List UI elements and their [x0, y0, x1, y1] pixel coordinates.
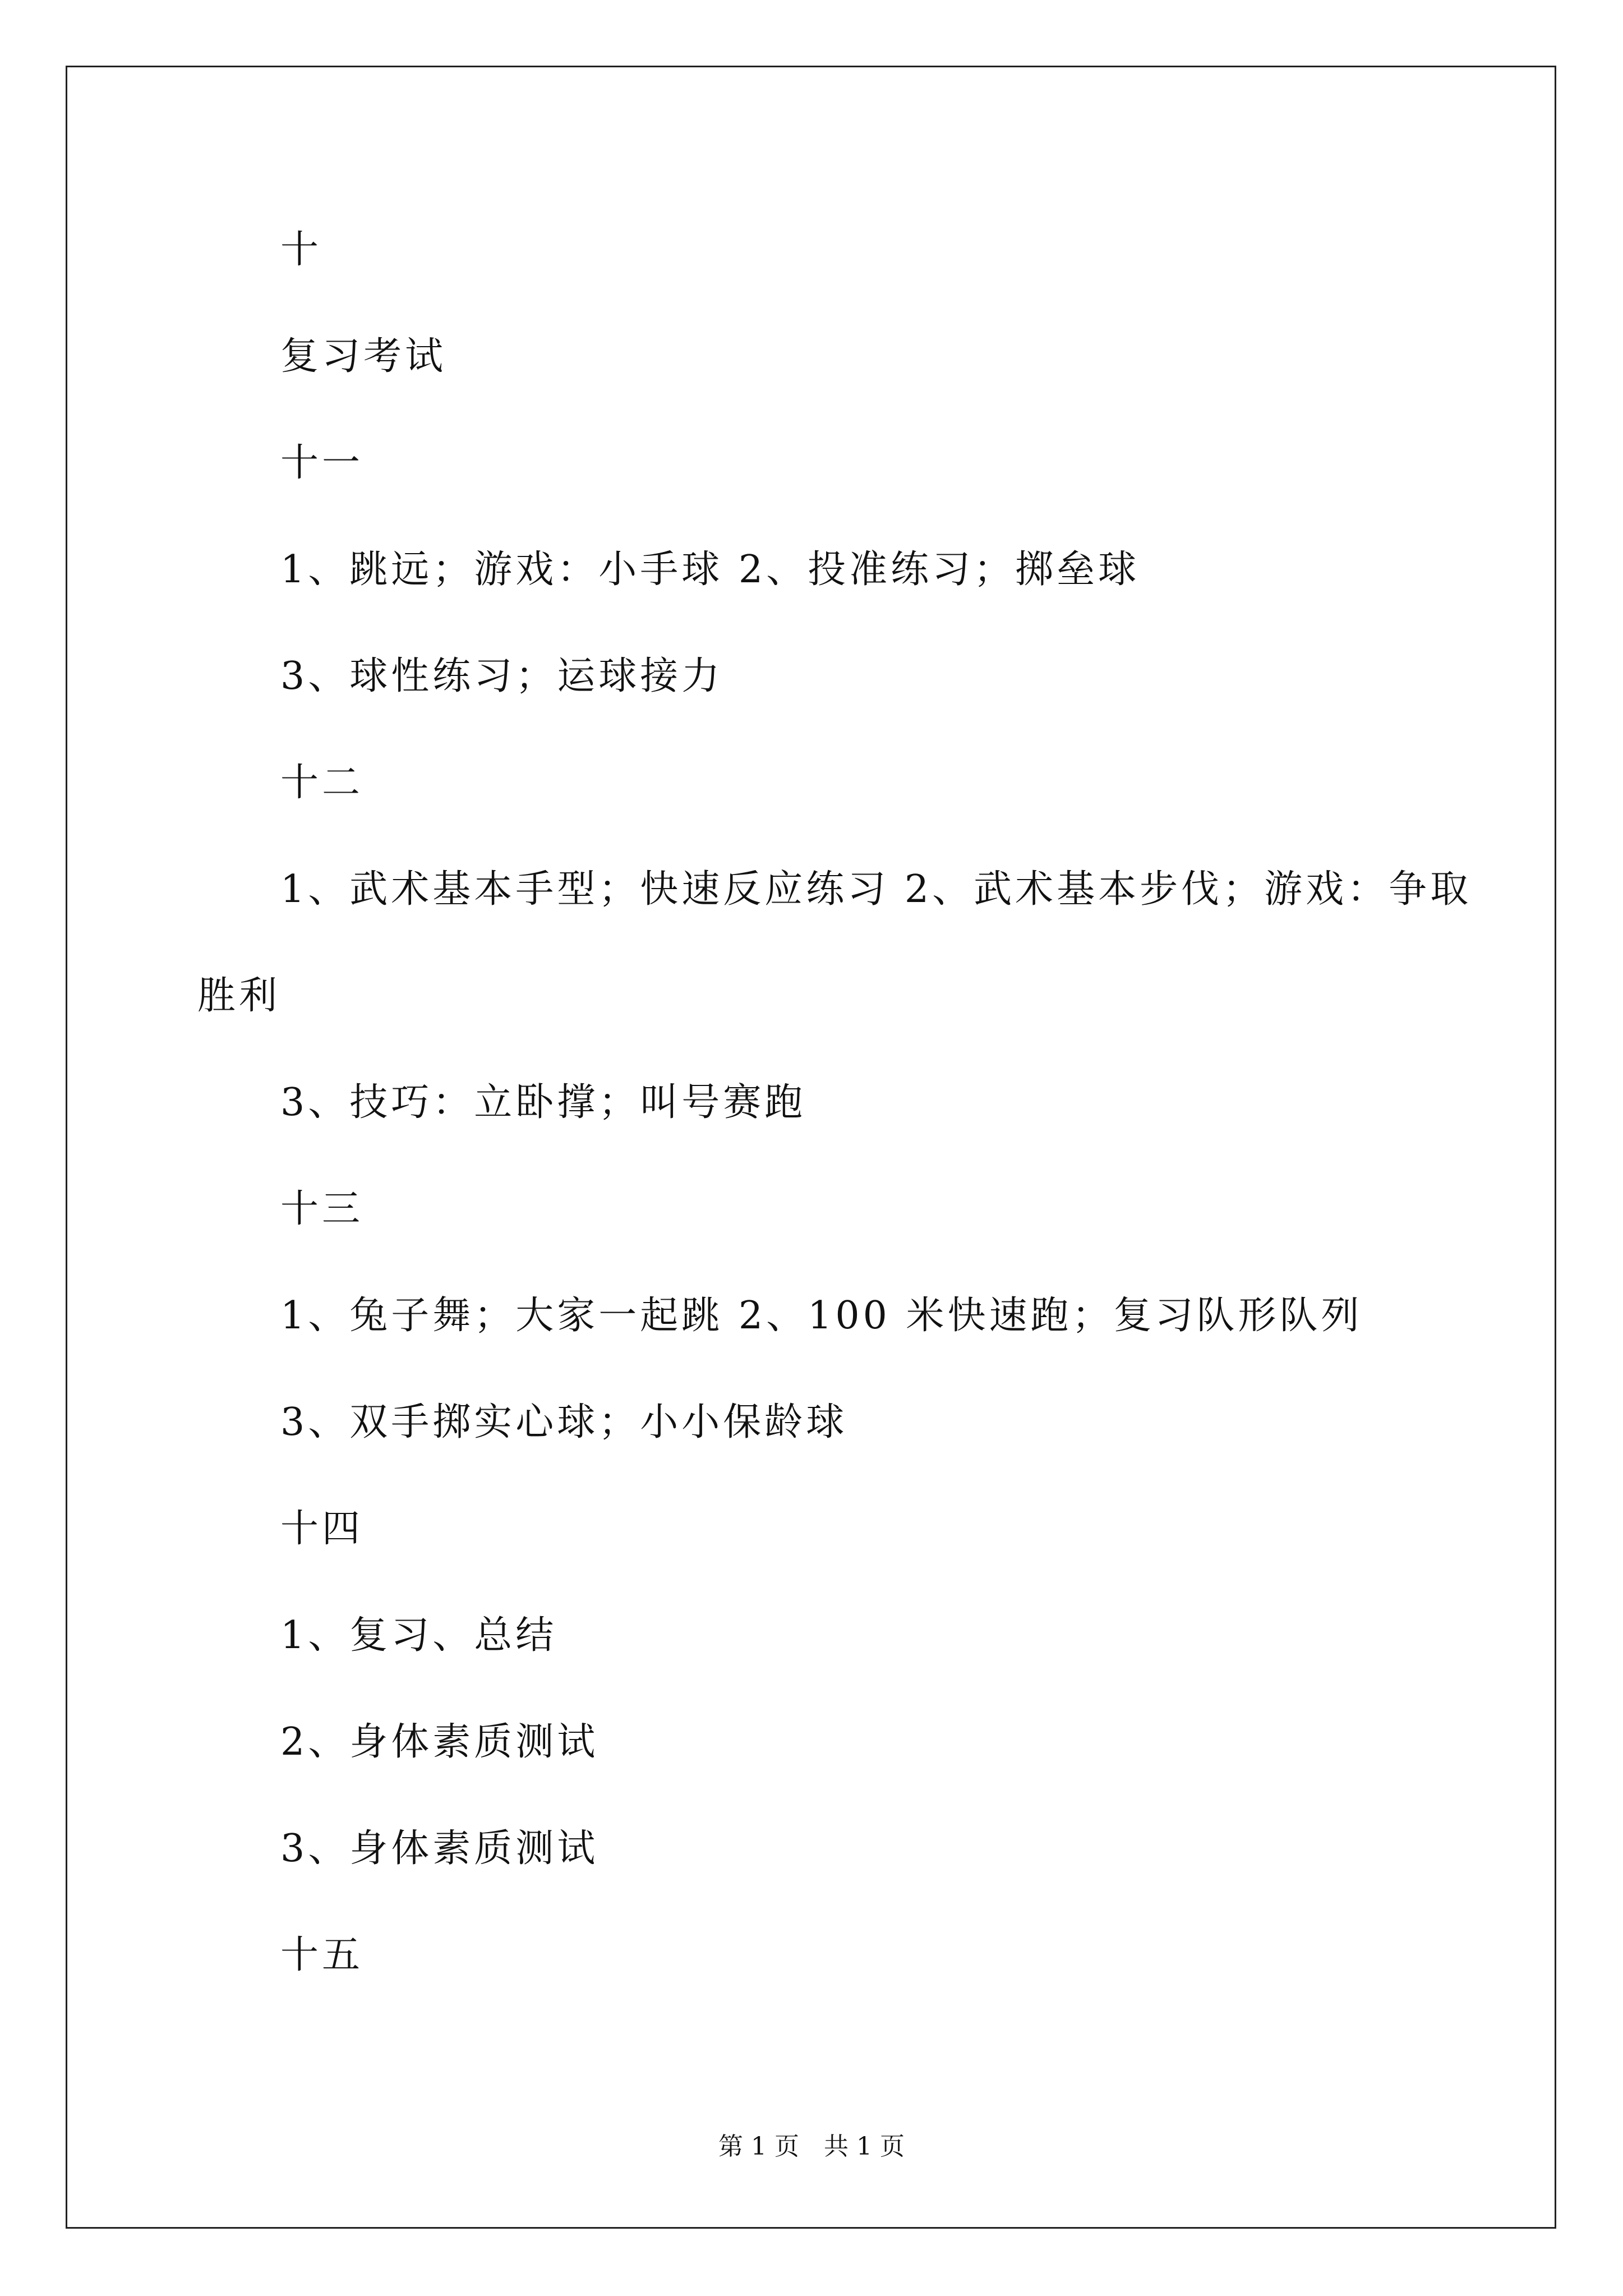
- page-footer: 第 1 页 共 1 页: [718, 2132, 905, 2161]
- text-line: 1、跳远；游戏：小手球 2、投准练习；掷垒球: [280, 547, 1140, 592]
- text-line: 3、技巧：立卧撑；叫号赛跑: [280, 1080, 806, 1125]
- text-line: 3、球性练习；运球接力: [280, 654, 723, 698]
- week-heading-10: 十: [280, 228, 322, 272]
- text-line: 1、兔子舞；大家一起跳 2、100 米快速跑；复习队形队列: [280, 1294, 1363, 1338]
- week-heading-13: 十三: [280, 1187, 364, 1231]
- week-heading-11: 十一: [280, 441, 364, 485]
- text-line: 2、身体素质测试: [280, 1720, 599, 1764]
- text-line: 复习考试: [280, 334, 447, 379]
- week-heading-14: 十四: [280, 1507, 364, 1551]
- text-line: 3、身体素质测试: [280, 1826, 599, 1871]
- text-line: 1、武术基本手型；快速反应练习 2、武术基本步伐；游戏：争取: [280, 867, 1472, 912]
- week-heading-12: 十二: [280, 761, 364, 805]
- page-border: [66, 66, 1556, 2229]
- text-line: 1、复习、总结: [280, 1613, 557, 1658]
- week-heading-15: 十五: [280, 1933, 364, 1977]
- text-line: 3、双手掷实心球；小小保龄球: [280, 1400, 848, 1444]
- text-line-continuation: 胜利: [197, 974, 281, 1018]
